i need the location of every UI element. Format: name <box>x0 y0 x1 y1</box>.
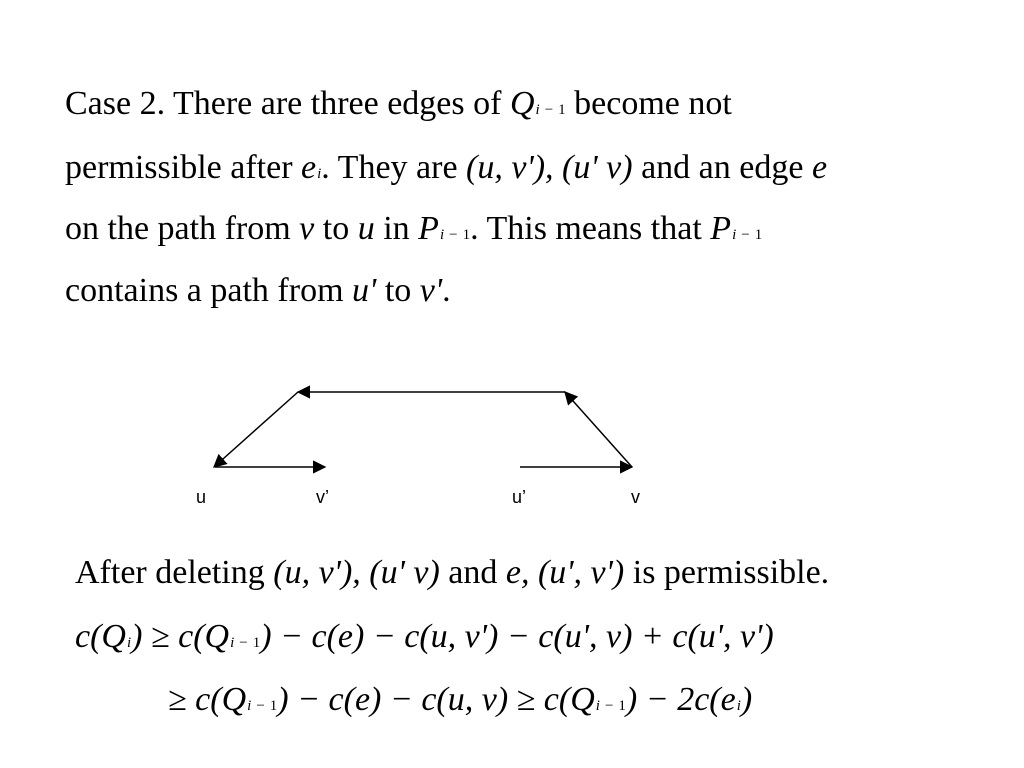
text-contains: contains a path from <box>65 272 353 309</box>
eq2-part-d: ) <box>740 681 753 718</box>
edge-right-diagonal-arrow <box>565 392 632 467</box>
node-label-u: u <box>196 487 207 507</box>
math-deleted-edges: (u, v'), (u' v) <box>273 554 440 591</box>
text-after-deleting: After deleting <box>75 554 274 591</box>
eq1-sub2-i: i <box>230 635 235 651</box>
eq2-sub-minus: − <box>256 698 265 714</box>
text-permissible: permissible after <box>65 149 302 186</box>
math-e-uprime-vprime: e, (u', v') <box>505 554 625 591</box>
math-sub-i: i <box>317 166 322 182</box>
math-Q: Q <box>509 85 535 122</box>
equation-line-2 <box>168 683 752 717</box>
math-e2: e <box>811 149 828 186</box>
eq2-part-b: ) − c(e) − c(u, v) ≥ c(Q <box>277 681 595 718</box>
math-sub-i: i <box>439 227 445 243</box>
eq1-sub2-minus: − <box>239 635 248 651</box>
eq2-sub3-i: i <box>736 698 741 714</box>
math-sub-1: 1 <box>558 102 566 118</box>
eq2-part-a: ≥ c(Q <box>168 681 247 718</box>
eq2-sub2-1: 1 <box>618 698 626 714</box>
text-case2: Case 2. There are three edges of <box>65 85 510 122</box>
text-to: to <box>314 210 358 247</box>
text-they-are: . They are <box>321 149 467 186</box>
math-P: P <box>418 210 439 247</box>
conclusion-line <box>75 556 829 590</box>
eq1-part-a: c(Q <box>75 618 126 655</box>
eq1-sub-i: i <box>126 635 132 651</box>
math-u: u <box>357 210 375 247</box>
node-label-v-prime: v’ <box>316 487 329 507</box>
eq1-part-b: ) ≥ c(Q <box>131 618 230 655</box>
text-is-permissible: is permissible. <box>624 554 830 591</box>
math-P2: P <box>710 210 732 247</box>
node-label-u-prime: u’ <box>512 487 527 507</box>
eq2-part-c: ) − 2c(e <box>625 681 736 718</box>
math-sub-minus: − <box>544 102 554 118</box>
text-in: in <box>374 210 419 247</box>
math-edges: (u, v'), (u' v) <box>466 149 633 186</box>
text-this-means: . This means that <box>470 210 711 247</box>
eq2-sub2-minus: − <box>604 698 614 714</box>
math-sub-minus: − <box>449 227 458 243</box>
text-period: . <box>442 272 451 309</box>
math-sub-1: 1 <box>754 227 763 243</box>
math-sub-1: 1 <box>462 227 471 243</box>
math-v: v <box>299 210 315 247</box>
equation-line-1 <box>75 620 774 654</box>
text-and: and <box>439 554 506 591</box>
eq2-sub-1: 1 <box>269 698 278 714</box>
math-sub-i: i <box>535 102 540 118</box>
text-on-path: on the path from <box>65 210 300 247</box>
math-u-prime: u' <box>352 272 377 309</box>
text-become: become not <box>565 85 732 122</box>
text-and-edge: and an edge <box>632 149 812 186</box>
eq2-sub-i: i <box>247 698 252 714</box>
math-v-prime: v' <box>419 272 443 309</box>
node-label-v: v <box>631 487 640 507</box>
math-sub-i: i <box>732 227 737 243</box>
eq2-sub2-i: i <box>595 698 600 714</box>
eq1-sub2-1: 1 <box>252 635 261 651</box>
eq1-part-c: ) − c(e) − c(u, v') − c(u', v) + c(u', v') <box>260 618 774 655</box>
edge-left-diagonal-arrow <box>214 392 298 467</box>
math-sub-minus: − <box>741 227 750 243</box>
math-e: e <box>301 149 317 186</box>
text-to: to <box>376 272 420 309</box>
